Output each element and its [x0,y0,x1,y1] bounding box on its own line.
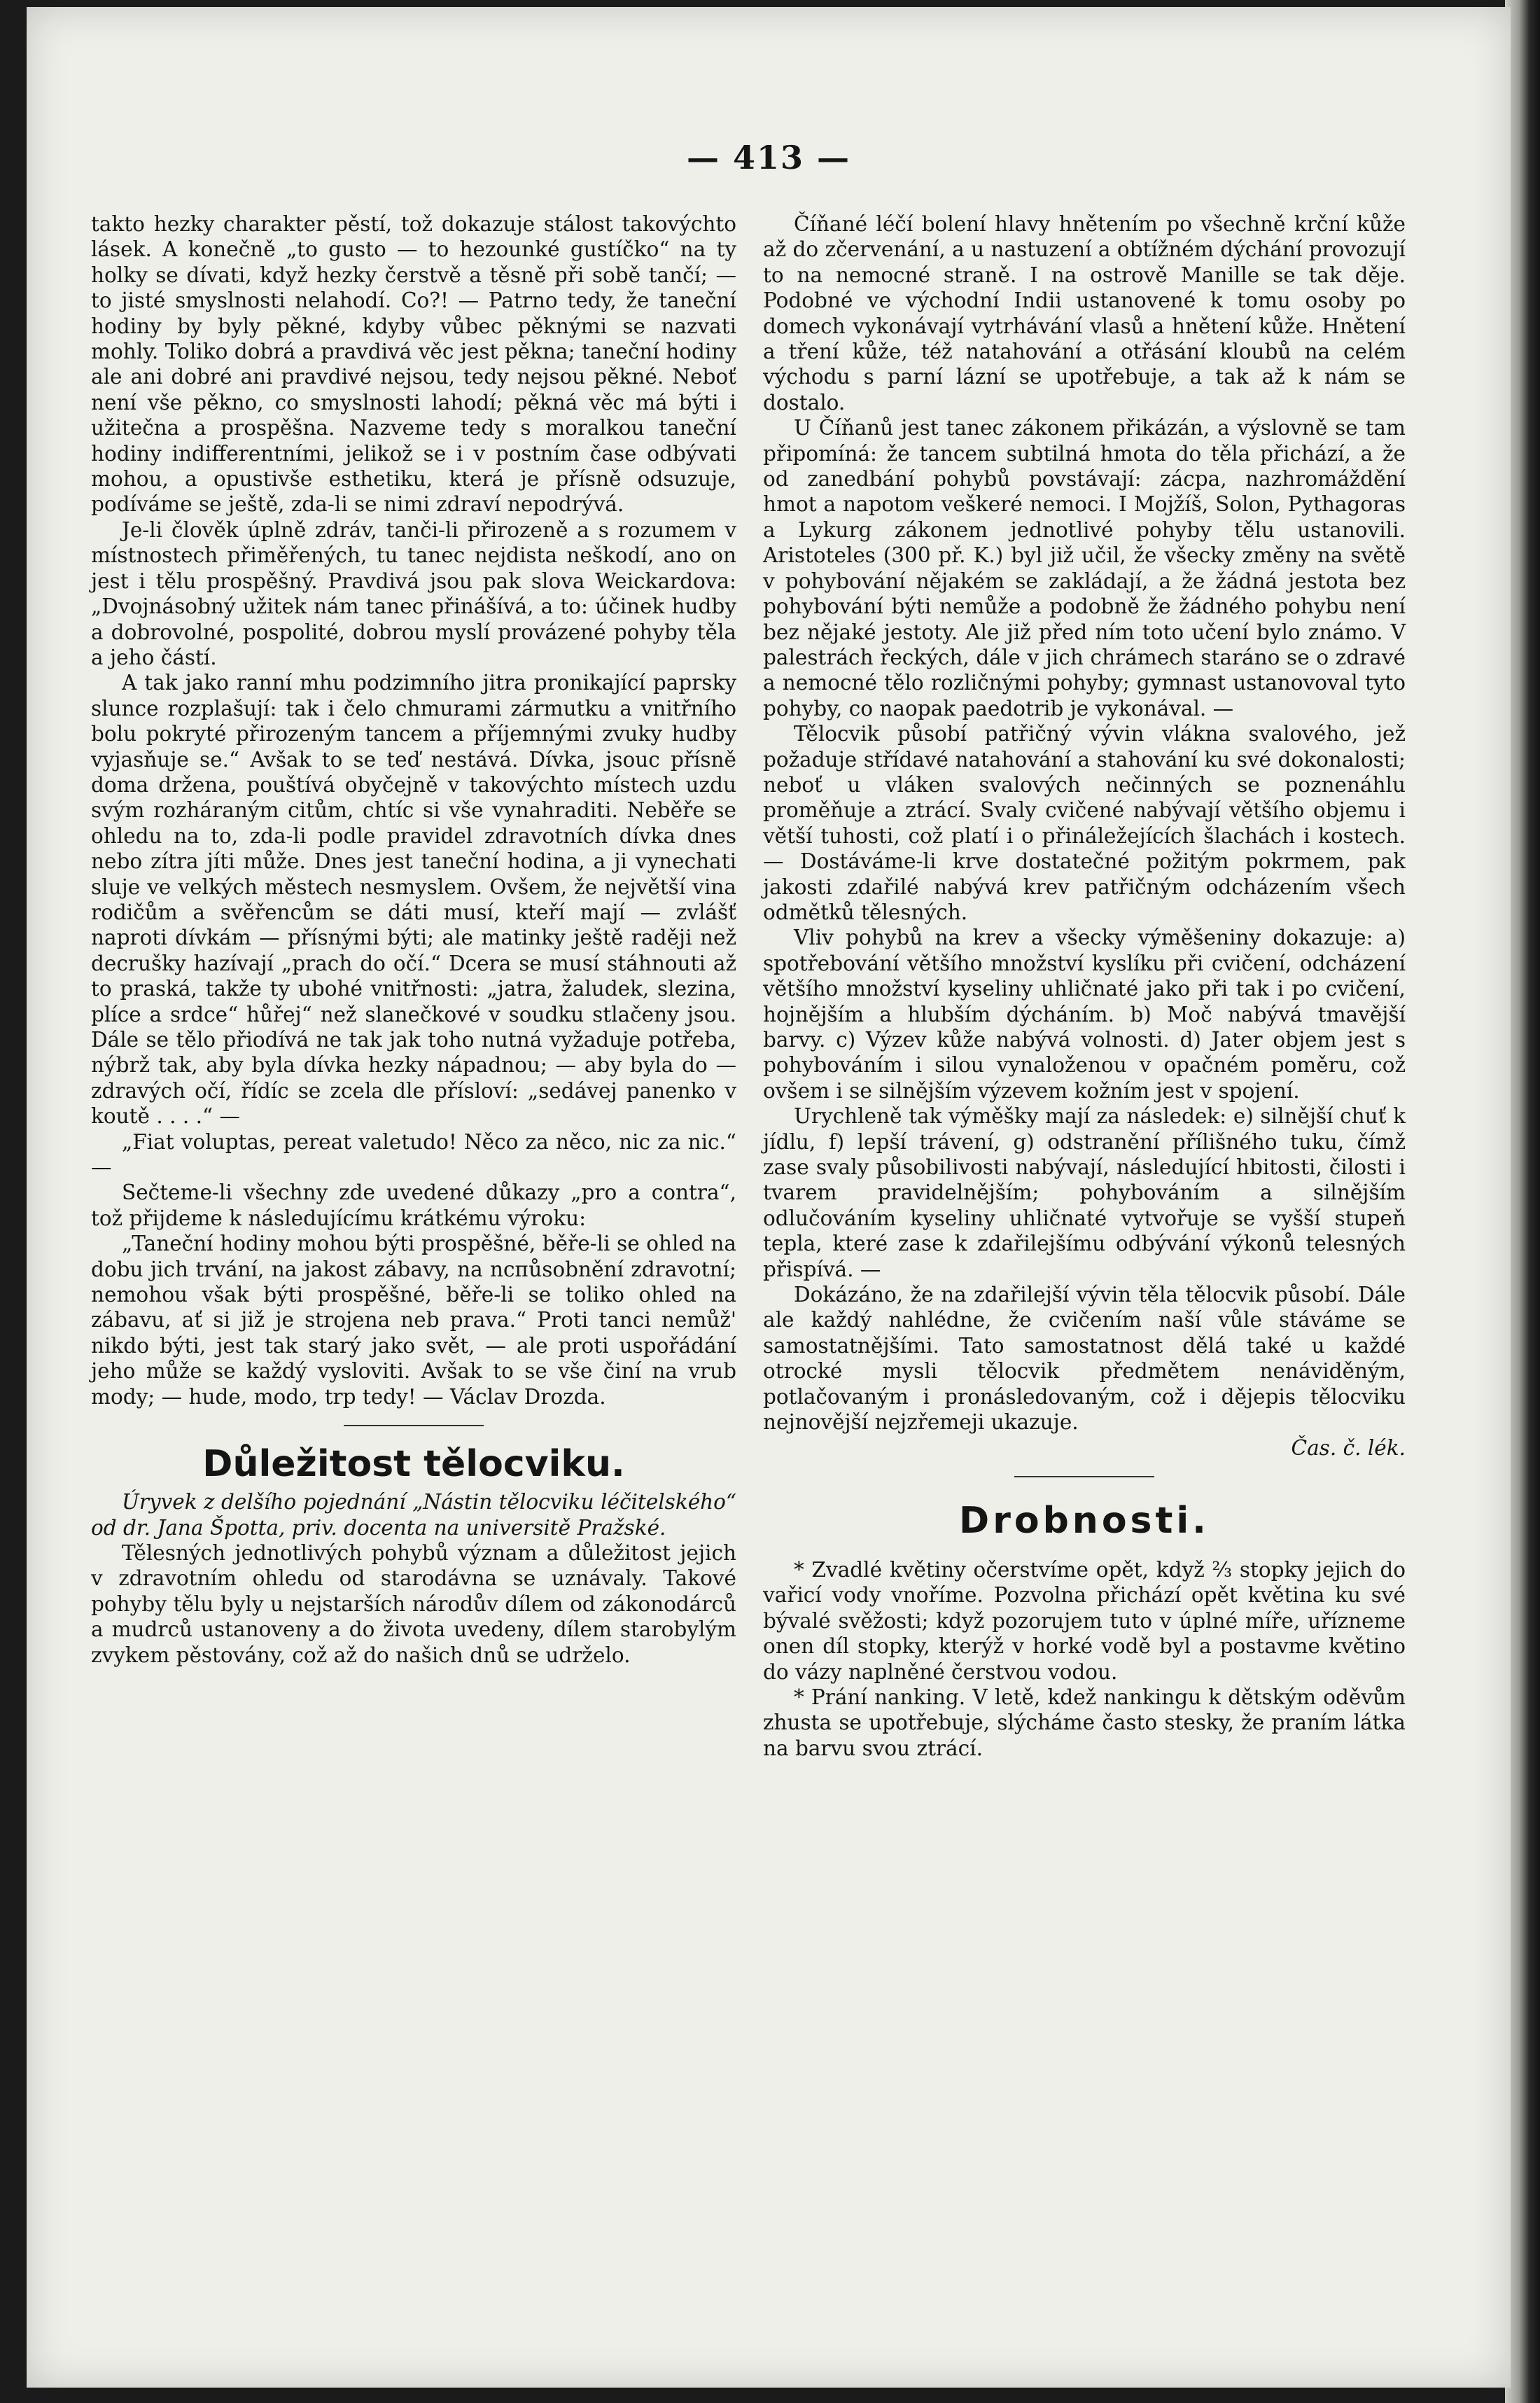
paragraph: Je-li člověk úplně zdráv, tanči-li přirozeně a s rozumem v místnostech přiměřených, tu tanec nejdista neškodí, ano on jest i tělu prospěšný. Pravdivá jsou pak slova Weickardova: „Dvojnásobný užitek nám tanec přinášívá, a to: účinek hudby a dobrovolné, pospolité, dobrou myslí provázené pohyby těla a jeho částí. [91,517,736,669]
paragraph: „Taneční hodiny mohou býti prospěšné, běře-li se ohled na dobu jich trvání, na jakost zábavy, na nспůsobnění zdravotní; nemohou však býti prospěšné, běře-li se toliko ohled na zábavu, ať si již je strojena neb prava.“ Proti tanci nemůž' nikdo býti, jest tak starý jako svět, — ale proti uspořádání jeho může se každý vysloviti. Avšak to se vše činí na vrub mody; — hude, modo, trp tedy! — Václav Drozda. [91,1232,736,1409]
article-subnote: Úryvek z delšího pojednání „Nástin tělocviku léčitelského“ od dr. Jana Špotta, priv. docenta na universitě Pražské. [91,1490,736,1540]
newspaper-page [27,7,1511,2388]
paragraph: * Zvadlé květiny očerstvíme opět, když ⅔ stopky jejich do vařicí vody vnoříme. Pozvolna přichází opět květina ku své bývalé svěžosti; když pozorujem tuto v úplné míře, uřízneme onen díl stopky, kterýž v horké vodě byl a postavme květino do vázy naplněné čerstvou vodou. [763,1557,1406,1684]
paragraph: Tělesných jednotlivých pohybů význam a důležitost jejich v zdravotním ohledu od starodávna se uznávaly. Takové pohyby tělu byly u nejstarších národův dílem od zákonodárců a mudrců ustanoveny a do života uvedeny, dílem starobylým zvykem pěstovány, což až do našich dnů se udrželo. [91,1540,736,1667]
divider [344,1425,484,1426]
page-number: — 413 — [686,139,851,176]
paragraph: * Prání nanking. V letě, kdež nankingu k dětským oděvům zhusta se upotřebuje, slýcháme často stesky, že praním látka na barvu svou ztrácí. [763,1685,1406,1760]
paragraph: A tak jako ranní mhu podzimního jitra pronikající paprsky slunce rozplašují: tak i čelo chmurami zármutku a vnitřního bolu pokryté přirozeným tancem a příjemnými zvuky hudby vyjasňuje se.“ Avšak to se teď nestává. Dívka, jsouc přísně doma držena, pouštívá obyčejně v takovýchto místech uzdu svým rozhárаným citům, chtíc si vše vynahraditi. Neběře se ohledu na to, zda-li podle pravidel zdravotních dívka dnes nebo zítra jíti může. Dnes jest taneční hodina, a ji vynechati sluje ve velkých městech nesmyslem. Ovšem, že největší vina rodičům a svěřencům se dáti musí, kteří mají — zvlášť naproti dívkám — přísnými býti; ale matinky ještě raději než decrušky hazívají „prach do očí.“ Dcera se musí stáhnouti až to praská, takže ty ubohé vnitřnosti: „jatra, žaludek, slezina, plíce a srdce“ hůřej“ než slanečkové v soudku stlačeny jsou. Dále se tělo přiodívá ne tak jak toho nutná vyžaduje potřeba, nýbrž tak, aby byla dívka hezky nápadnou; — aby byla do — zdravých očí, řídíc se zcela dle přísloví: „sedávej panenko v koutě . . . .“ — [91,671,736,1129]
divider [1014,1476,1154,1477]
section-heading: Drobnosti. [959,1499,1210,1542]
paragraph: Tělocvik působí patřičný vývin vlákna svalového, jež požaduje střídavé natahování a stahování ku své dokonalosti; neboť u vláken svalových nečinných se poznenáhlu proměňuje a ztrácí. Svaly cvičené nabývají většího objemu i větší tuhosti, což platí i o přináležejících šlachách i kostech. — Dostáváme-li krve dostatečné požitým pokrmem, pak jakosti zdařilé nabývá krev patřičným odcházením všech odmětků tělesných. [763,722,1406,924]
paragraph: „Fiat voluptas, pereat valetudo! Něco za něco, nic za nic.“ — [91,1129,736,1180]
right-column [763,211,1406,1761]
paragraph: Číňané léčí bolení hlavy hnětením po všechně krční kůže až do zčervenání, a u nastuzení a obtížném dýchání provozují to na nemocné straně. I na ostrově Manille se tak děje. Podobné ve východní Indii ustanovené k tomu osoby po domech vykonávají vytrhávání vlasů a hnětení kůže. Hnětení a tření kůže, též natahování a otřásání kloubů na celém východu s parní lázní se upotřebuje, a tak až k nám se dostalo. [763,212,1406,415]
paragraph: Sečteme-li všechny zde uvedené důkazy „pro a contra“, tož přijdeme k následujícímu krátkému výroku: [91,1180,736,1230]
paragraph: Urychleně tak výměšky mají za následek: e) silnější chuť k jídlu, f) lepší trávení, g) odstranění přílišného tuku, čímž zase svaly působilivosti nabývají, následující hbitosti, čilosti i tvarem pravidelnějším; pohybováním a silnějším odlučováním kyseliny uhličnaté vytvořuje se vyšší stupeň teplа, které zase k zdařilejšímu odbývání výkonů telesných přispívá. — [763,1104,1406,1281]
paragraph: U Číňanů jest tanec zákonem přikázán, a výslovně se tam připomíná: že tancem subtilná hmota do těla přichází, a že od zanedbání pohybů povstávají: zácpa, nazhromáždění hmot a napotom veškeré nemoci. I Mojžíš, Solon, Pythagoras a Lykurg zákonem jednotlivé pohyby tělu ustanovili. Aristoteles (300 př. K.) byl již učil, že všecky změny na světě v pohybování nějakém se zakládají, a že žádná jestota bez pohybování býti nemůže a podobně že žádného pohybu není bez nějaké jestoty. Ale již před ním toto učení bylo známo. V palestrách řeckých, dále v jich chrámech staráno se o zdravé a nemocné tělo rozličnými pohyby; gymnast ustanovoval tyto pohyby, co naopak paedotrib je vykonával. — [763,416,1406,720]
article-heading: Důležitost tělocviku. [202,1443,625,1486]
left-column [91,211,736,1668]
paragraph: Dokázáno, že na zdařilejší vývin těla tělocvik působí. Dále ale každý nahlédne, že cvičením naší vůle stáváme se samostatnějšími. Tato samostatnost dělá také u každé otrocké mysli tělocvik předmětem nenáviděným, potlačovaným i pronásledovaným, což i dějepis tělocviku nejnovější nejzřemeji ukazuje. [763,1283,1406,1435]
paragraph: Vliv pohybů na krev a všecky výměšeniny dokazuje: a) spotřebování většího množství kyslíku při cvičení, odcházení většího množství kyseliny uhličnaté jako při tak i po cvičení, hojnějším a hlubším dýcháním. b) Moč nabývá tmavější barvy. c) Výzev kůže nabývá volnosti. d) Jater objem jest s pohybováním i silou vynaloženou v opačném poměru, což ovšem i se silnějším výzevem kožním jest v spojení. [763,926,1406,1103]
paragraph: takto hezky charakter pěstí, tož dokazuje stálost takovýchto lásek. A konečně „to gusto — to hezounké gustíčko“ na ty holky se dívati, když hezky čerstvě a těsně při sobě tančí; — to jisté smyslnosti nelahodí. Co?! — Patrno tedy, že taneční hodiny by byly pěkné, kdyby vůbec pěknými se nazvati mohly. Toliko dobrá a pravdivá věc jest pěkna; taneční hodiny ale ani dobré ani pravdivé nejsou, tedy nejsou pěkné. Neboť není vše pěkno, co smyslnosti lahodí; pěkná věc má býti i užitečna a prospěšna. Nazveme tedy s moralkou taneční hodiny indifferentními, jelikož se i v postním čase odbývati mohou, a opustivše esthetiku, která je přísně odsuzuje, podíváme se ještě, zda-li se nimi zdraví nepodrývá. [91,212,736,517]
source-citation: Čas. č. lék. [1291,1435,1406,1460]
